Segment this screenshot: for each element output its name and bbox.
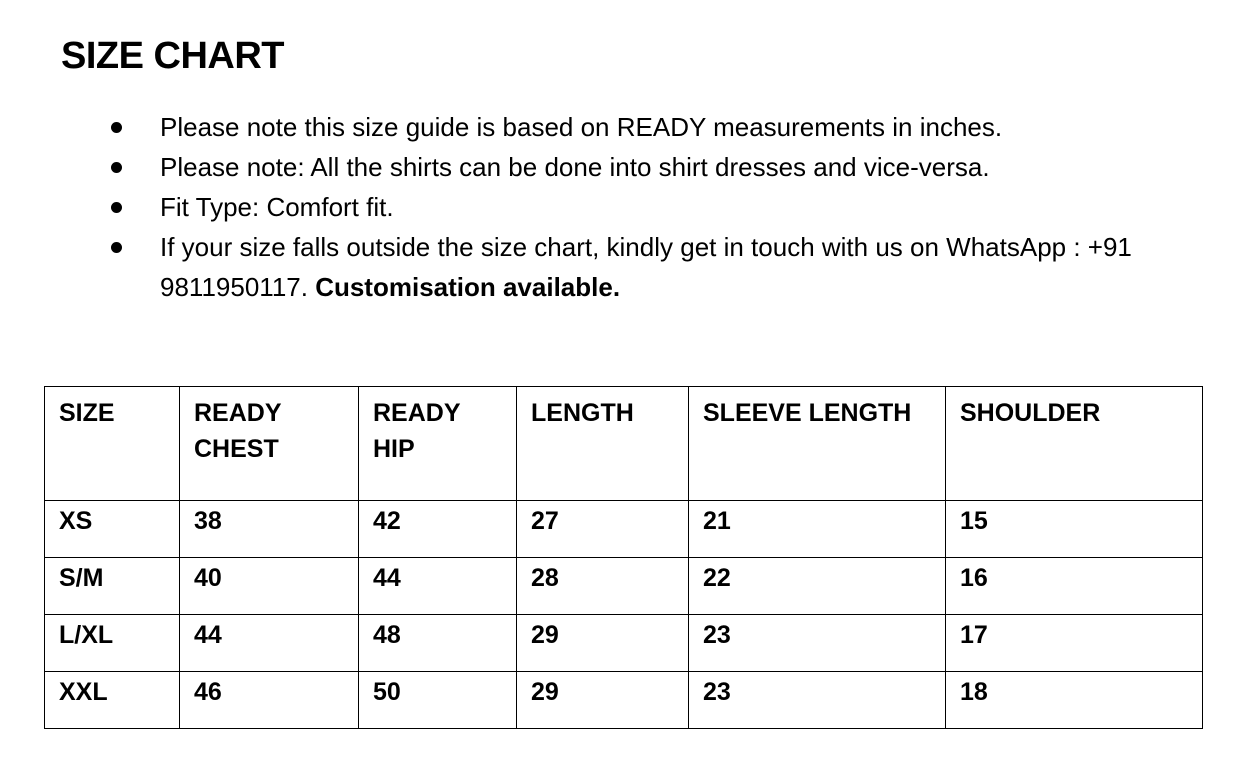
cell-sleeve-length: 23 [689,672,946,729]
header-size: SIZE [45,387,180,501]
header-ready-chest: READY CHEST [180,387,359,501]
cell-ready-chest: 44 [180,615,359,672]
cell-ready-chest: 38 [180,501,359,558]
bullet-icon [111,162,122,173]
cell-size: XS [45,501,180,558]
cell-ready-hip: 48 [359,615,517,672]
cell-shoulder: 15 [946,501,1203,558]
bullet-icon [111,242,122,253]
cell-sleeve-length: 22 [689,558,946,615]
page-title: SIZE CHART [61,35,284,77]
cell-length: 29 [517,615,689,672]
bullet-icon [111,122,122,133]
cell-length: 28 [517,558,689,615]
table-row [45,558,1203,615]
note-item [108,107,1218,147]
table-row [45,501,1203,558]
cell-ready-chest: 46 [180,672,359,729]
size-chart-table [44,386,1203,729]
cell-size: L/XL [45,615,180,672]
header-length: LENGTH [517,387,689,501]
note-text: If your size falls outside the size chart, kindly get in touch with us on WhatsApp : +91 9811950117. [160,232,1132,302]
cell-size: XXL [45,672,180,729]
cell-length: 27 [517,501,689,558]
customisation-note: Customisation available. [315,272,621,302]
header-sleeve-length: SLEEVE LENGTH [689,387,946,501]
cell-shoulder: 18 [946,672,1203,729]
table-row [45,672,1203,729]
cell-sleeve-length: 21 [689,501,946,558]
cell-ready-hip: 50 [359,672,517,729]
cell-ready-chest: 40 [180,558,359,615]
cell-length: 29 [517,672,689,729]
note-text: Please note: All the shirts can be done into shirt dresses and vice-versa. [160,152,990,182]
bullet-icon [111,202,122,213]
note-text: Fit Type: Comfort fit. [160,192,394,222]
cell-size: S/M [45,558,180,615]
table-header-row [45,387,1203,501]
cell-sleeve-length: 23 [689,615,946,672]
note-item [108,187,1218,227]
cell-shoulder: 16 [946,558,1203,615]
cell-ready-hip: 42 [359,501,517,558]
header-ready-hip: READY HIP [359,387,517,501]
note-item [108,147,1218,187]
cell-ready-hip: 44 [359,558,517,615]
table-row [45,615,1203,672]
notes-list [108,107,1218,307]
note-text: Please note this size guide is based on READY measurements in inches. [160,112,1003,142]
header-shoulder: SHOULDER [946,387,1203,501]
note-item [108,227,1218,307]
cell-shoulder: 17 [946,615,1203,672]
